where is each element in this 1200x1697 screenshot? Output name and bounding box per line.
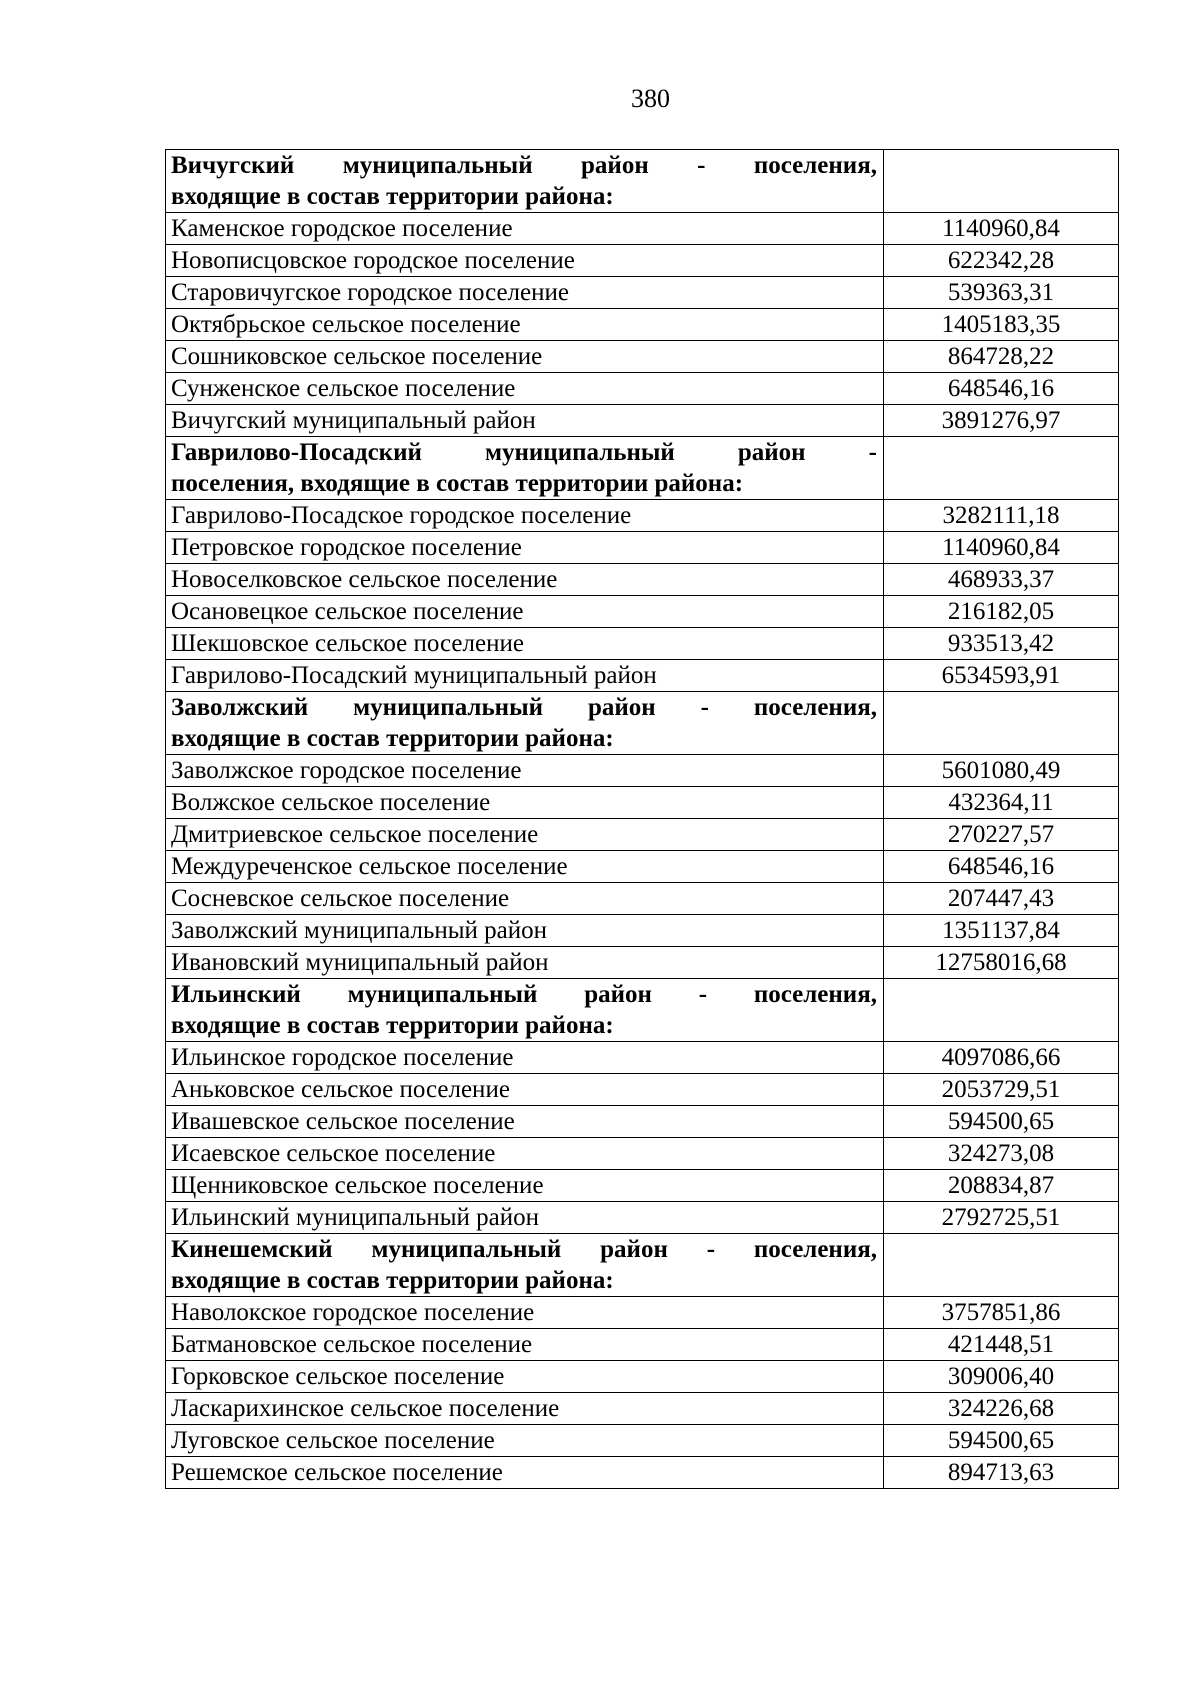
section-header-cell xyxy=(166,437,884,500)
amount-cell: 3891276,97 xyxy=(884,405,1119,437)
section-header-line1: Вичугский муниципальный район - поселения, xyxy=(171,152,877,179)
amount-cell: 3282111,18 xyxy=(884,500,1119,532)
settlement-name-cell: Шекшовское сельское поселение xyxy=(166,628,884,660)
amount-cell: 5601080,49 xyxy=(884,755,1119,787)
table-row xyxy=(166,500,1119,532)
section-header-row xyxy=(166,1234,1119,1297)
section-header-line2: входящие в состав территории района: xyxy=(171,183,614,210)
amount-cell: 2053729,51 xyxy=(884,1074,1119,1106)
table-row xyxy=(166,915,1119,947)
amount-cell: 622342,28 xyxy=(884,245,1119,277)
table-row xyxy=(166,947,1119,979)
amount-cell: 421448,51 xyxy=(884,1329,1119,1361)
section-header-line1: Кинешемский муниципальный район - поселения, xyxy=(171,1236,877,1263)
table-row xyxy=(166,1170,1119,1202)
settlement-name-cell: Сунженское сельское поселение xyxy=(166,373,884,405)
section-header-row xyxy=(166,437,1119,500)
amount-cell: 594500,65 xyxy=(884,1106,1119,1138)
table-row xyxy=(166,851,1119,883)
settlement-name-cell: Октябрьское сельское поселение xyxy=(166,309,884,341)
settlement-name-cell: Луговское сельское поселение xyxy=(166,1425,884,1457)
section-header-cell xyxy=(166,1234,884,1297)
table-row xyxy=(166,1425,1119,1457)
section-header-value-cell xyxy=(884,150,1119,213)
settlement-name-cell: Аньковское сельское поселение xyxy=(166,1074,884,1106)
table-row xyxy=(166,1202,1119,1234)
settlement-name-cell: Ильинский муниципальный район xyxy=(166,1202,884,1234)
amount-cell: 309006,40 xyxy=(884,1361,1119,1393)
settlement-name-cell: Горковское сельское поселение xyxy=(166,1361,884,1393)
settlement-name-cell: Гаврилово-Посадское городское поселение xyxy=(166,500,884,532)
table-row xyxy=(166,755,1119,787)
table-row xyxy=(166,1361,1119,1393)
table-row xyxy=(166,1329,1119,1361)
settlement-name-cell: Ласкарихинское сельское поселение xyxy=(166,1393,884,1425)
section-header-row xyxy=(166,979,1119,1042)
settlement-name-cell: Наволокское городское поселение xyxy=(166,1297,884,1329)
amount-cell: 324273,08 xyxy=(884,1138,1119,1170)
amount-cell: 6534593,91 xyxy=(884,660,1119,692)
section-header-line2: входящие в состав территории района: xyxy=(171,1012,614,1039)
settlement-name-cell: Каменское городское поселение xyxy=(166,213,884,245)
settlement-name-cell: Старовичугское городское поселение xyxy=(166,277,884,309)
table-row xyxy=(166,883,1119,915)
settlement-name-cell: Заволжское городское поселение xyxy=(166,755,884,787)
amount-cell: 432364,11 xyxy=(884,787,1119,819)
amount-cell: 1351137,84 xyxy=(884,915,1119,947)
settlement-name-cell: Ильинское городское поселение xyxy=(166,1042,884,1074)
amount-cell: 1140960,84 xyxy=(884,213,1119,245)
settlement-name-cell: Гаврилово-Посадский муниципальный район xyxy=(166,660,884,692)
section-header-line2: входящие в состав территории района: xyxy=(171,725,614,752)
amount-cell: 270227,57 xyxy=(884,819,1119,851)
table-row xyxy=(166,1042,1119,1074)
settlement-name-cell: Ивашевское сельское поселение xyxy=(166,1106,884,1138)
amount-cell: 216182,05 xyxy=(884,596,1119,628)
amount-cell: 648546,16 xyxy=(884,851,1119,883)
settlement-name-cell: Сосневское сельское поселение xyxy=(166,883,884,915)
table-row xyxy=(166,1138,1119,1170)
settlement-name-cell: Междуреченское сельское поселение xyxy=(166,851,884,883)
table-body xyxy=(166,150,1119,1489)
table-row xyxy=(166,532,1119,564)
table-row xyxy=(166,405,1119,437)
section-header-line2: поселения, входящие в состав территории района: xyxy=(171,470,744,497)
amount-cell: 208834,87 xyxy=(884,1170,1119,1202)
table-row xyxy=(166,787,1119,819)
settlement-name-cell: Ивановский муниципальный район xyxy=(166,947,884,979)
table-row xyxy=(166,277,1119,309)
amount-cell: 12758016,68 xyxy=(884,947,1119,979)
settlement-name-cell: Сошниковское сельское поселение xyxy=(166,341,884,373)
settlement-name-cell: Вичугский муниципальный район xyxy=(166,405,884,437)
page-number: 380 xyxy=(631,84,670,113)
section-header-line1: Гаврилово-Посадский муниципальный район - xyxy=(171,439,877,466)
amount-cell: 894713,63 xyxy=(884,1457,1119,1489)
section-header-value-cell xyxy=(884,1234,1119,1297)
settlement-name-cell: Волжское сельское поселение xyxy=(166,787,884,819)
table-row xyxy=(166,1106,1119,1138)
table-row xyxy=(166,1393,1119,1425)
section-header-line1: Заволжский муниципальный район - поселения, xyxy=(171,694,877,721)
amount-cell: 864728,22 xyxy=(884,341,1119,373)
section-header-value-cell xyxy=(884,437,1119,500)
table-row xyxy=(166,596,1119,628)
table-row xyxy=(166,1297,1119,1329)
table-row xyxy=(166,245,1119,277)
table-row xyxy=(166,1457,1119,1489)
section-header-row xyxy=(166,692,1119,755)
section-header-value-cell xyxy=(884,979,1119,1042)
amount-cell: 2792725,51 xyxy=(884,1202,1119,1234)
section-header-cell xyxy=(166,979,884,1042)
settlement-name-cell: Исаевское сельское поселение xyxy=(166,1138,884,1170)
table-row xyxy=(166,213,1119,245)
amount-cell: 1405183,35 xyxy=(884,309,1119,341)
section-header-line2: входящие в состав территории района: xyxy=(171,1267,614,1294)
settlement-name-cell: Щенниковское сельское поселение xyxy=(166,1170,884,1202)
amount-cell: 4097086,66 xyxy=(884,1042,1119,1074)
settlement-name-cell: Осановецкое сельское поселение xyxy=(166,596,884,628)
table-row xyxy=(166,628,1119,660)
settlement-name-cell: Заволжский муниципальный район xyxy=(166,915,884,947)
amount-cell: 468933,37 xyxy=(884,564,1119,596)
amount-cell: 1140960,84 xyxy=(884,532,1119,564)
table-row xyxy=(166,309,1119,341)
amount-cell: 933513,42 xyxy=(884,628,1119,660)
section-header-value-cell xyxy=(884,692,1119,755)
section-header-cell xyxy=(166,692,884,755)
table-row xyxy=(166,564,1119,596)
amount-cell: 3757851,86 xyxy=(884,1297,1119,1329)
amount-cell: 207447,43 xyxy=(884,883,1119,915)
amount-cell: 594500,65 xyxy=(884,1425,1119,1457)
amount-cell: 324226,68 xyxy=(884,1393,1119,1425)
section-header-cell xyxy=(166,150,884,213)
settlements-table xyxy=(165,149,1119,1489)
amount-cell: 539363,31 xyxy=(884,277,1119,309)
settlement-name-cell: Батмановское сельское поселение xyxy=(166,1329,884,1361)
table-row xyxy=(166,1074,1119,1106)
section-header-line1: Ильинский муниципальный район - поселения, xyxy=(171,981,877,1008)
amount-cell: 648546,16 xyxy=(884,373,1119,405)
settlement-name-cell: Петровское городское поселение xyxy=(166,532,884,564)
settlement-name-cell: Дмитриевское сельское поселение xyxy=(166,819,884,851)
settlement-name-cell: Новописцовское городское поселение xyxy=(166,245,884,277)
table-row xyxy=(166,373,1119,405)
table-row xyxy=(166,341,1119,373)
settlement-name-cell: Решемское сельское поселение xyxy=(166,1457,884,1489)
table-row xyxy=(166,660,1119,692)
section-header-row xyxy=(166,150,1119,213)
table-row xyxy=(166,819,1119,851)
settlement-name-cell: Новоселковское сельское поселение xyxy=(166,564,884,596)
